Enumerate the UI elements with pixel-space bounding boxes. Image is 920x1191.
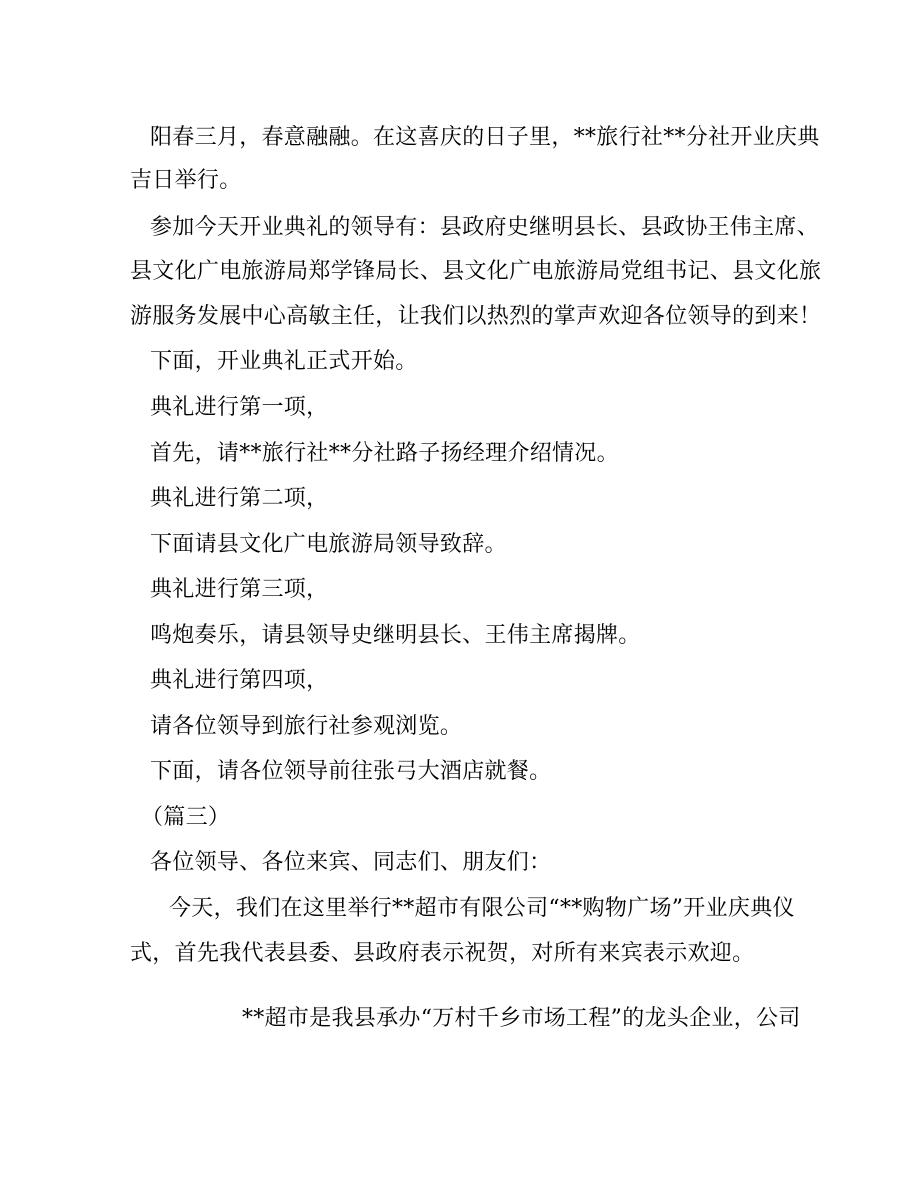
text-line-12: 鸣炮奏乐，请县领导史继明县长、王伟主席揭牌。 bbox=[150, 623, 641, 648]
text-line-13: 典礼进行第四项， bbox=[150, 668, 329, 693]
text-line-19: 式，首先我代表县委、县政府表示祝贺，对所有来宾表示欢迎。 bbox=[130, 941, 755, 966]
text-line-11: 典礼进行第三项， bbox=[150, 577, 329, 602]
text-line-14: 请各位领导到旅行社参观浏览。 bbox=[150, 714, 463, 739]
text-line-10: 下面请县文化广电旅游局领导致辞。 bbox=[150, 532, 507, 557]
text-line-6: 下面，开业典礼正式开始。 bbox=[150, 349, 418, 374]
text-line-16: （篇三） bbox=[141, 805, 231, 830]
text-line-7: 典礼进行第一项， bbox=[150, 395, 329, 420]
text-line-3: 参加今天开业典礼的领导有：县政府史继明县长、县政协王伟主席、 bbox=[150, 215, 820, 240]
text-line-5: 游服务发展中心高敏主任，让我们以热烈的掌声欢迎各位领导的到来！ bbox=[130, 304, 822, 329]
text-line-9: 典礼进行第二项， bbox=[150, 486, 329, 511]
text-line-2: 吉日举行。 bbox=[130, 168, 242, 193]
text-line-15: 下面，请各位领导前往张弓大酒店就餐。 bbox=[150, 759, 552, 784]
text-line-4: 县文化广电旅游局郑学锋局长、县文化广电旅游局党组书记、县文化旅 bbox=[130, 259, 822, 284]
text-line-17: 各位领导、各位来宾、同志们、朋友们： bbox=[150, 850, 552, 875]
text-line-8: 首先，请**旅行社**分社路子扬经理介绍情况。 bbox=[150, 441, 619, 466]
text-line-18: 今天，我们在这里举行**超市有限公司“**购物广场”开业庆典仪 bbox=[169, 896, 795, 921]
text-line-20: **超市是我县承办“万村千乡市场工程”的龙头企业，公司 bbox=[242, 1006, 801, 1031]
text-line-1: 阳春三月，春意融融。在这喜庆的日子里，**旅行社**分社开业庆典 bbox=[150, 125, 820, 150]
